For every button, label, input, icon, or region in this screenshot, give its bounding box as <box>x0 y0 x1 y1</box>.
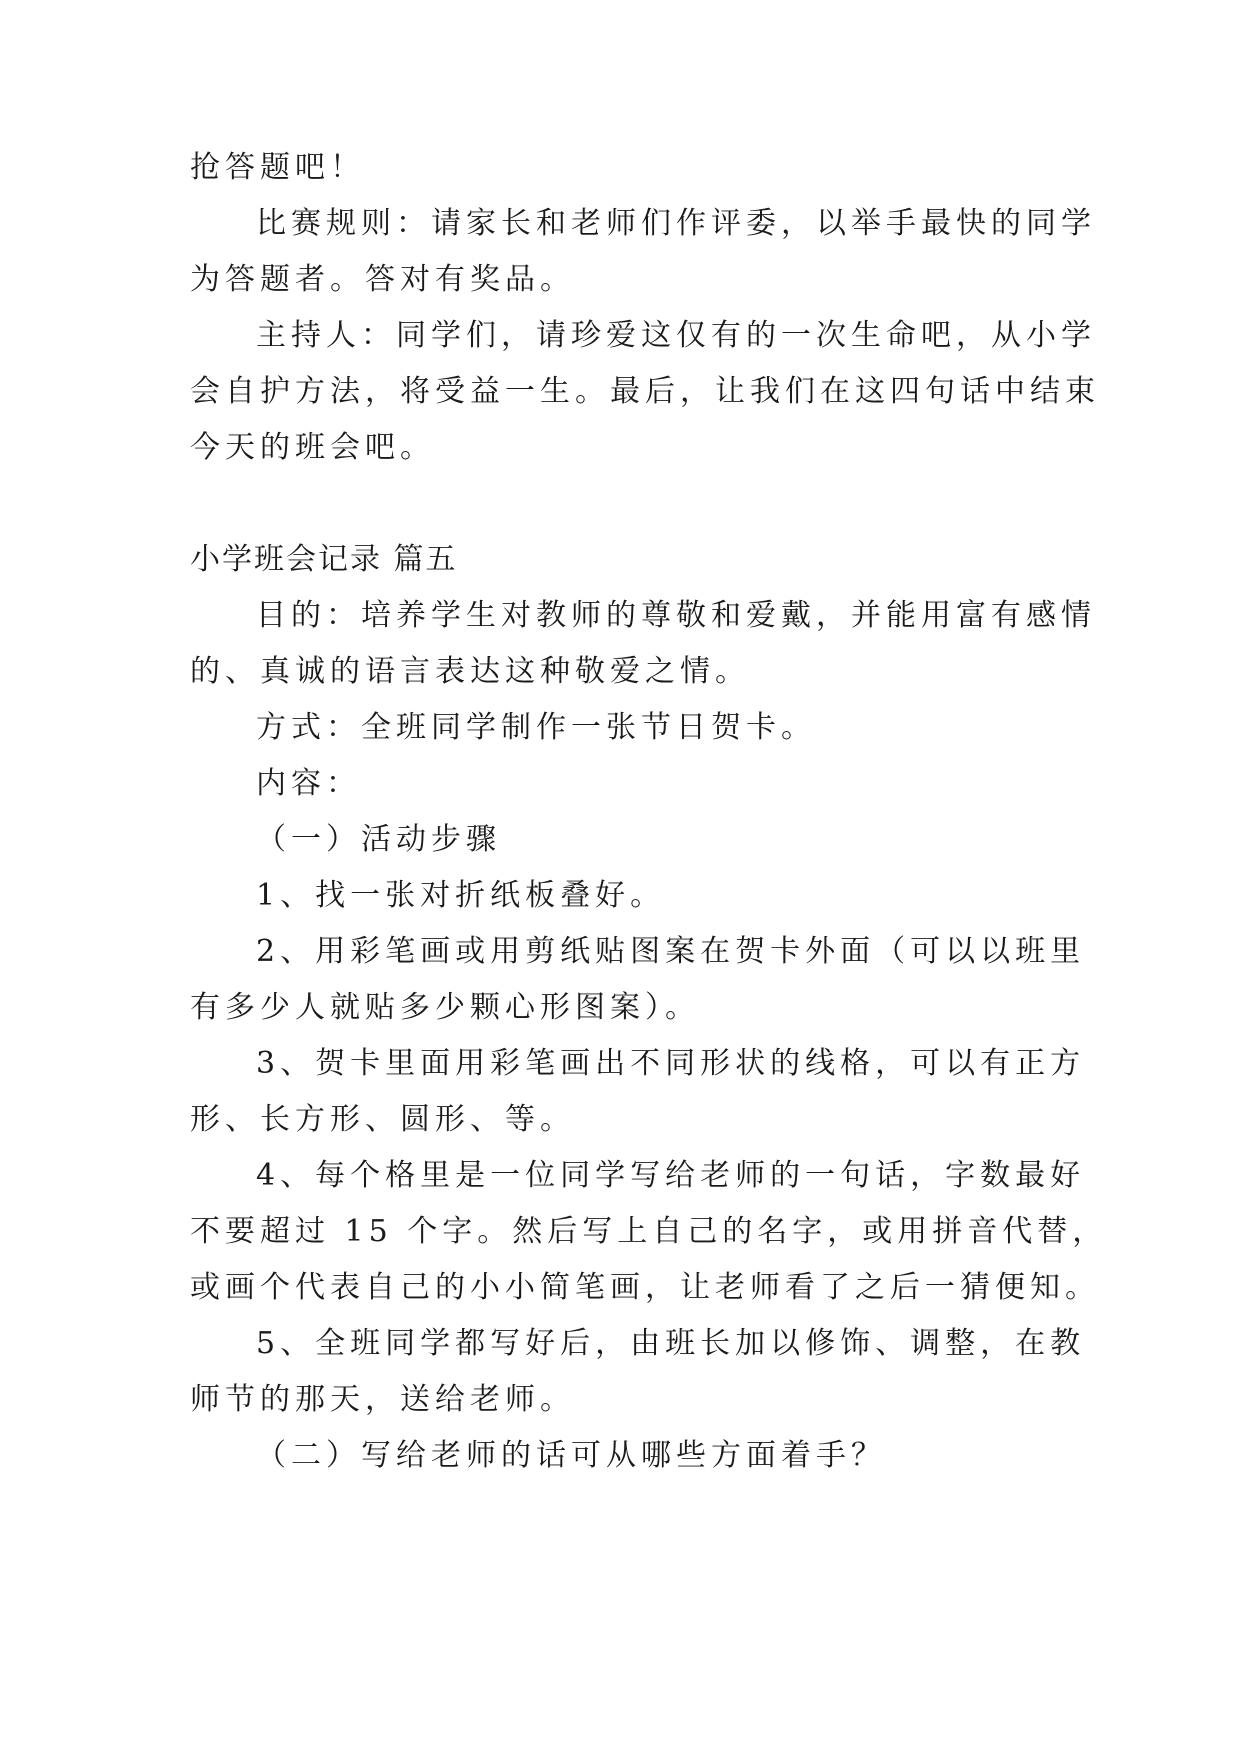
text-line: 目的：培养学生对教师的尊敬和爱戴，并能用富有感情 <box>256 598 1096 633</box>
text-line: 2、用彩笔画或用剪纸贴图案在贺卡外面（可以以班里 <box>256 934 1086 969</box>
text-line: 形、长方形、圆形、等。 <box>190 1102 575 1137</box>
text-line: （二）写给老师的话可从哪些方面着手？ <box>256 1438 886 1473</box>
text-line: 今天的班会吧。 <box>190 430 435 465</box>
text-line: 1、找一张对折纸板叠好。 <box>256 878 666 913</box>
text-line: 主持人：同学们，请珍爱这仅有的一次生命吧，从小学 <box>256 318 1096 353</box>
text-line: 3、贺卡里面用彩笔画出不同形状的线格，可以有正方 <box>256 1046 1086 1081</box>
text-line: 或画个代表自己的小小简笔画，让老师看了之后一猜便知。 <box>190 1270 1100 1305</box>
text-line: 会自护方法，将受益一生。最后，让我们在这四句话中结束 <box>190 374 1100 409</box>
text-line: 5、全班同学都写好后，由班长加以修饰、调整，在教 <box>256 1326 1086 1361</box>
text-line: （一）活动步骤 <box>256 822 501 857</box>
text-line: 为答题者。答对有奖品。 <box>190 262 575 297</box>
text-line: 抢答题吧！ <box>190 150 365 185</box>
text-line: 不要超过 15 个字。然后写上自己的名字，或用拼音代替， <box>190 1214 1108 1249</box>
text-line: 比赛规则：请家长和老师们作评委，以举手最快的同学 <box>256 206 1096 241</box>
text-line: 师节的那天，送给老师。 <box>190 1382 575 1417</box>
text-line: 有多少人就贴多少颗心形图案）。 <box>190 990 700 1025</box>
text-line: 的、真诚的语言表达这种敬爱之情。 <box>190 654 750 689</box>
text-line: 内容： <box>256 766 361 801</box>
text-line: 方式：全班同学制作一张节日贺卡。 <box>256 710 816 745</box>
text-line: 4、每个格里是一位同学写给老师的一句话，字数最好 <box>256 1158 1086 1193</box>
section-heading: 小学班会记录 篇五 <box>190 542 458 577</box>
